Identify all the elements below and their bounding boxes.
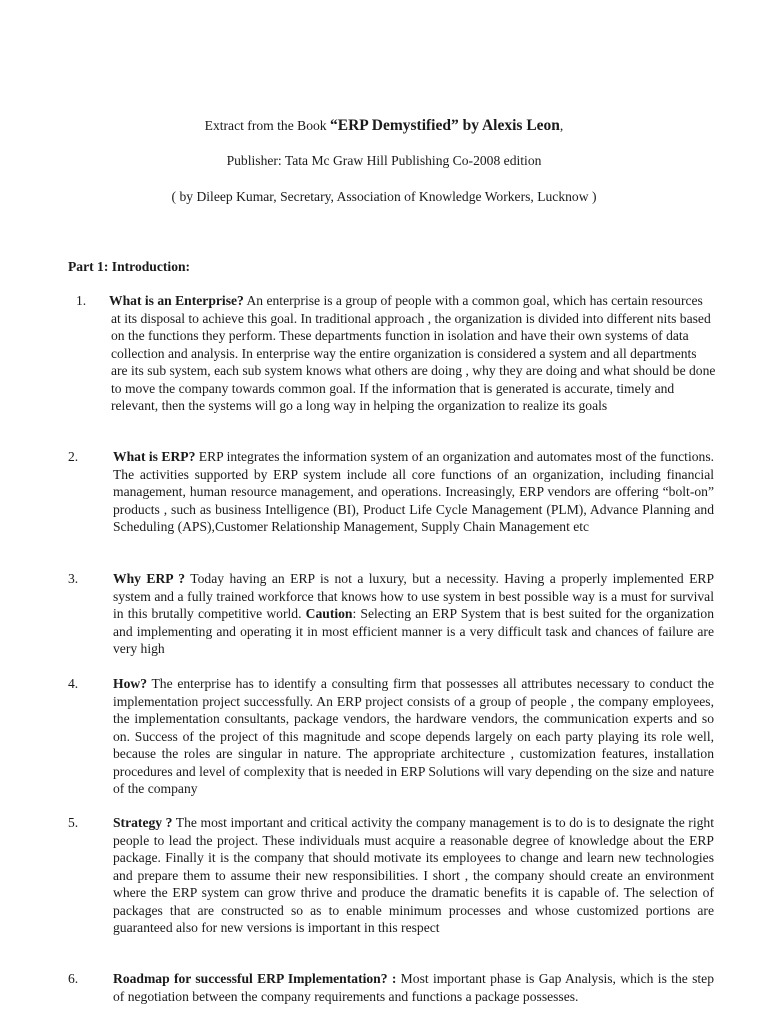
book-reference-line: Extract from the Book “ERP Demystified” by Alexis Leon,: [204, 117, 564, 134]
item-number: 3.: [68, 571, 79, 586]
item-text: ERP integrates the information system of an organization and automates most of the functions. The activities supported by ERP system include all core functions of an organization, including financial management, human resource management, and operations. Increasingly, ERP vendors are offering “bolt-on” products , such as business Intelligence (BI), Product Life Cycle Management (PLM), Advance Planning and Scheduling (APS),Customer Relationship Management, Supply Chain Management etc: [113, 449, 715, 534]
item-number: 1.: [76, 293, 87, 308]
caution-label: Caution: [305, 606, 353, 621]
item-heading: What is ERP?: [113, 449, 196, 464]
item-text: The enterprise has to identify a consulting firm that possesses all attributes necessary to conduct the implementation project successfully. An ERP project consists of a group of people , the company employees, the implementation consultants, package vendors, the hardware vendors, the communication experts and so on. Success of the project of this magnitude and scope depends largely on each party playing its role well, because the roles are singular in nature. The appropriate architecture , customization features, installation procedures and level of complexity that is needed in ERP Solutions will vary depending on the size and nature of the company: [113, 676, 714, 796]
book-title: “ERP Demystified” by Alexis Leon: [330, 117, 560, 134]
item-body: [113, 448, 714, 536]
item-heading: What is an Enterprise?: [109, 293, 244, 308]
item-text-continued: : Selecting an ERP System that is best suited for the organization and implementing and operating it in most efficient manner is a very difficult task and chances of failure are very high: [113, 606, 714, 656]
item-heading: How?: [113, 676, 147, 691]
item-text: The most important and critical activity the company management is to do is to designate the right people to lead the project. These individuals must acquire a reasonable degree of knowledge about the ERP package. Finally it is the company that should motivate its employees to change and learn new technologies and prepare them to assume their new responsibilities. I short , the company should create an environment where the ERP system can grow thrive and produce the dramatic benefits it is capable of. The selection of packages that are constructed so as to enable minimum processes and whose customized portions are guaranteed also for new versions is important in this respect: [113, 815, 714, 935]
item-body: [113, 570, 714, 658]
item-text: Most important phase is Gap Analysis, which is the step of negotiation between the company requirements and functions a package possesses.: [113, 971, 714, 1004]
item-heading: Strategy ?: [113, 815, 173, 830]
item-number: 6.: [68, 971, 79, 986]
item-body: [111, 292, 716, 415]
item-number: 2.: [68, 449, 79, 464]
item-body: [113, 675, 714, 798]
author-line: ( by Dileep Kumar, Secretary, Association of Knowledge Workers, Lucknow ): [171, 189, 597, 204]
item-text: An enterprise is a group of people with a common goal, which has certain resources at its disposal to achieve this goal. In traditional approach , the organization is divided into different nits based on the functions they perform. These departments function in isolation and have their own systems of data collection and analysis. In enterprise way the entire organization is considered a system and all departments are its sub system, each sub system knows what others are doing , why they are doing and what should be done to move the company towards common goal. If the information that is generated is accurate, timely and relevant, then the systems will go a long way in helping the organization to realize its goals: [111, 293, 716, 413]
item-body: [113, 970, 714, 1005]
item-number: 4.: [68, 676, 79, 691]
item-number: 5.: [68, 815, 79, 830]
item-text: Today having an ERP is not a luxury, but a necessity. Having a properly implemented ERP system and a fully trained workforce that knows how to use system in best possible way is a must for survival in this brutally competitive world.: [113, 571, 715, 621]
item-body: [113, 814, 714, 937]
item-heading: Why ERP ?: [113, 571, 186, 586]
part-title: Part 1: Introduction:: [68, 259, 191, 274]
publisher-line: Publisher: Tata Mc Graw Hill Publishing Co-2008 edition: [226, 153, 542, 168]
item-heading: Roadmap for successful ERP Implementation? :: [113, 971, 397, 986]
